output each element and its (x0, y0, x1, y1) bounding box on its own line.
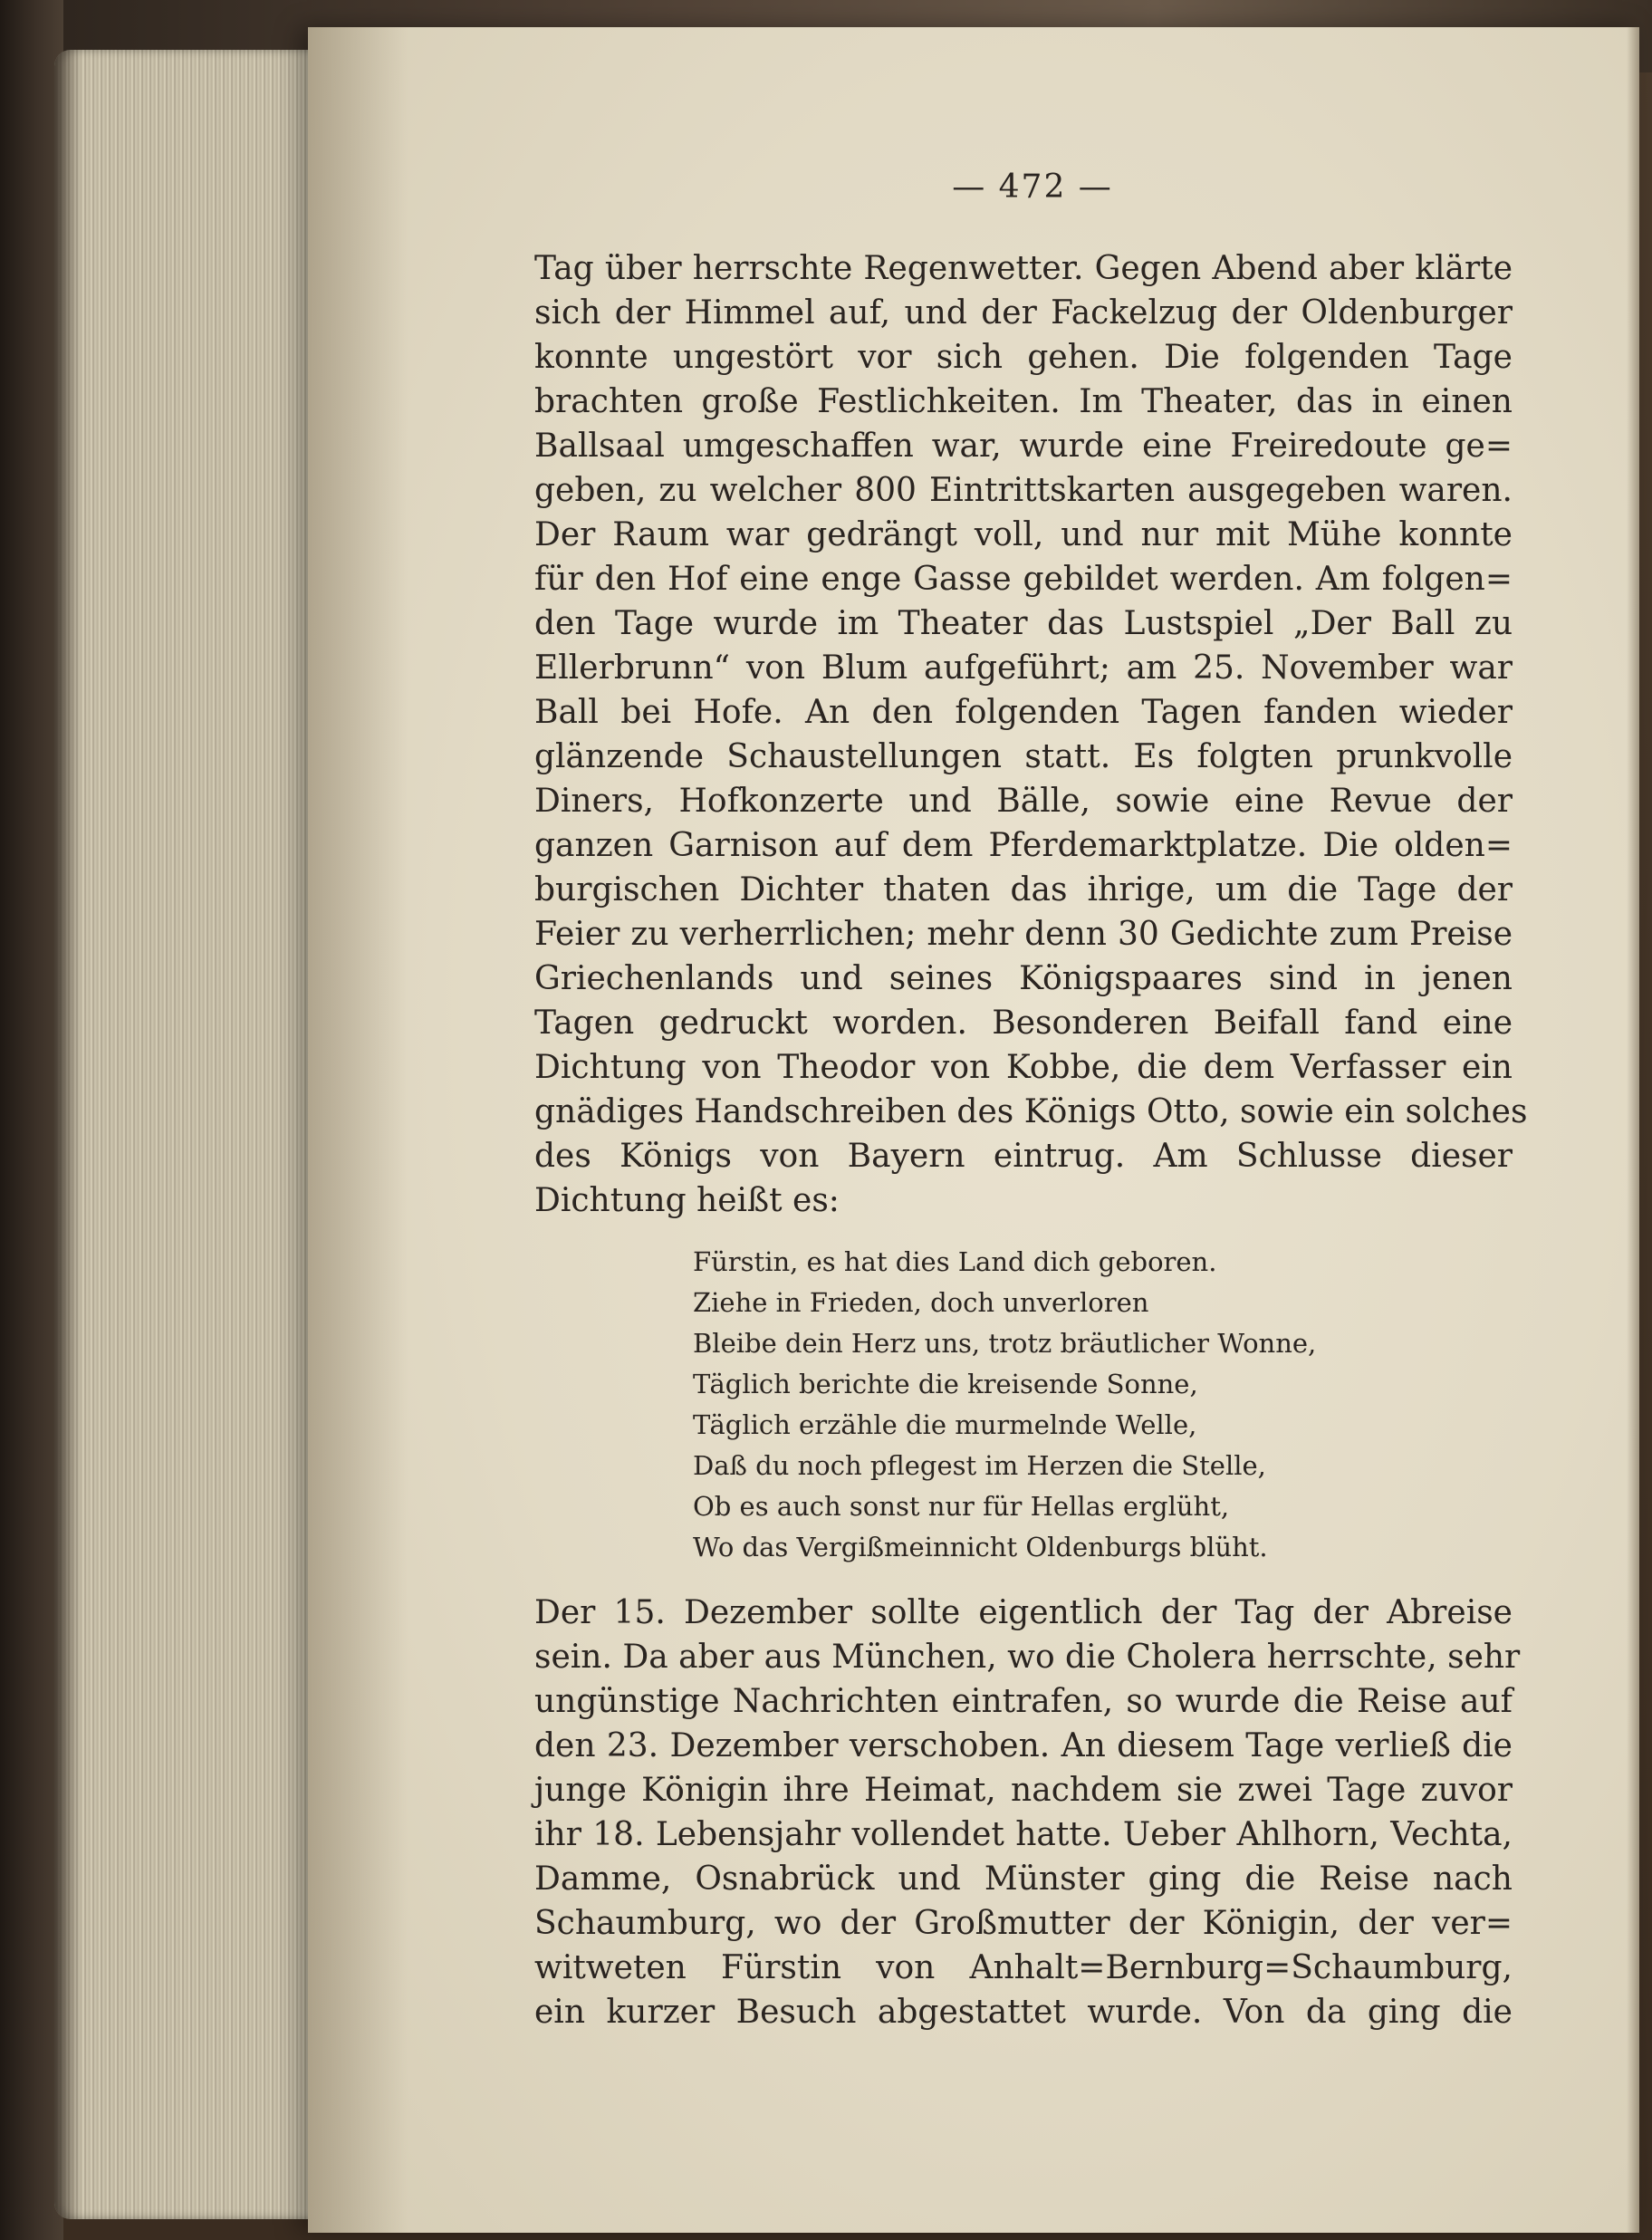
text-line: geben, zu welcher 800 Eintrittskarten ausgegeben waren. (534, 472, 1513, 509)
text-line: Ball bei Hofe. An den folgenden Tagen fanden wieder (534, 694, 1513, 731)
text-line: Damme, Osnabrück und Münster ging die Reise nach (534, 1860, 1513, 1898)
text-line: konnte ungestört vor sich gehen. Die folgenden Tage (534, 339, 1513, 376)
verse-line: Ob es auch sonst nur für Hellas erglüht, (693, 1491, 1230, 1522)
text-line: Dichtung von Theodor von Kobbe, die dem Verfasser ein (534, 1049, 1513, 1086)
text-line: Feier zu verherrlichen; mehr denn 30 Gedichte zum Preise (534, 916, 1513, 953)
text-line: den Tage wurde im Theater das Lustspiel „Der Ball zu (534, 605, 1513, 642)
text-line: burgischen Dichter thaten das ihrige, um die Tage der (534, 871, 1513, 908)
text-line: ein kurzer Besuch abgestattet wurde. Von da ging die (534, 1994, 1513, 2031)
text-line: Schaumburg, wo der Großmutter der Königin, der ver= (534, 1905, 1513, 1942)
text-line: gnädiges Handschreiben des Königs Otto, sowie ein solches (534, 1093, 1528, 1130)
verse-line: Täglich berichte die kreisende Sonne, (693, 1369, 1198, 1399)
text-line: ihr 18. Lebensjahr vollendet hatte. Ueber Ahlhorn, Vechta, (534, 1816, 1513, 1853)
text-line: witweten Fürstin von Anhalt=Bernburg=Schaumburg, (534, 1949, 1513, 1986)
text-line: sich der Himmel auf, und der Fackelzug der Oldenburger (534, 294, 1513, 332)
text-line: brachten große Festlichkeiten. Im Theater, das in einen (534, 383, 1513, 420)
verse-line: Ziehe in Frieden, doch unverloren (693, 1287, 1149, 1318)
text-line: Tag über herrschte Regenwetter. Gegen Abend aber klärte (534, 250, 1513, 287)
text-line: Der 15. Dezember sollte eigentlich der Tag der Abreise (534, 1594, 1513, 1631)
text-line: Ballsaal umgeschaffen war, wurde eine Freiredoute ge= (534, 428, 1513, 465)
page-number: — 472 — (952, 168, 1113, 206)
text-line: den 23. Dezember verschoben. An diesem Tage verließ die (534, 1727, 1513, 1764)
verse-line: Bleibe dein Herz uns, trotz bräutlicher Wonne, (693, 1328, 1317, 1359)
text-line: ungünstige Nachrichten eintrafen, so wurde die Reise auf (534, 1683, 1513, 1720)
gutter-shadow (308, 27, 408, 2233)
text-line: Tagen gedruckt worden. Besonderen Beifall fand eine (534, 1005, 1513, 1042)
page-edges-shadow (54, 50, 82, 2219)
text-line: des Königs von Bayern eintrug. Am Schlusse dieser (534, 1138, 1513, 1175)
text-line: sein. Da aber aus München, wo die Cholera herrschte, sehr (534, 1639, 1521, 1676)
text-line: Der Raum war gedrängt voll, und nur mit Mühe konnte (534, 516, 1513, 553)
verse-line: Daß du noch pflegest im Herzen die Stelle, (693, 1450, 1266, 1481)
text-line: für den Hof eine enge Gasse gebildet werden. Am folgen= (534, 561, 1513, 598)
verse-line: Fürstin, es hat dies Land dich geboren. (693, 1246, 1217, 1277)
page-right-edge (1627, 27, 1639, 2233)
text-line: glänzende Schaustellungen statt. Es folgten prunkvolle (534, 738, 1513, 775)
text-line: junge Königin ihre Heimat, nachdem sie zwei Tage zuvor (534, 1772, 1513, 1809)
text-line: Griechenlands und seines Königspaares sind in jenen (534, 960, 1513, 997)
verse-line: Täglich erzähle die murmelnde Welle, (693, 1409, 1197, 1440)
text-line: Dichtung heißt es: (534, 1182, 840, 1219)
text-line: Diners, Hofkonzerte und Bälle, sowie eine Revue der (534, 783, 1513, 820)
verse-line: Wo das Vergißmeinnicht Oldenburgs blüht. (693, 1532, 1268, 1562)
text-line: ganzen Garnison auf dem Pferdemarktplatze. Die olden= (534, 827, 1513, 864)
text-line: Ellerbrunn“ von Blum aufgeführt; am 25. November war (534, 649, 1513, 687)
